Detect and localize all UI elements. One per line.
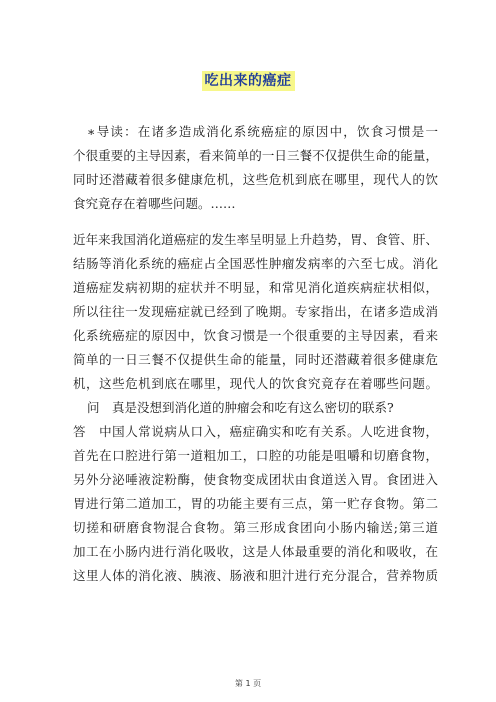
body-line: 胃进行第二道加工，胃的功能主要有三点，第一贮存食物。第二 (73, 496, 438, 511)
document-title: 吃出来的癌症 (202, 71, 295, 91)
question-line: 问 真是没想到消化道的肿瘤会和吃有这么密切的联系? (87, 400, 394, 415)
page-number: 第 1 页 (234, 679, 262, 688)
intro-line: ∗导读：在诸多造成消化系统癌症的原因中，饮食习惯是一 (87, 124, 438, 139)
body-line: 另外分泌唾液淀粉酶，使食物变成团状由食道送入胃。食团进入 (73, 472, 438, 487)
body-line: 加工在小肠内进行消化吸收，这是人体最重要的消化和吸收，在 (73, 544, 438, 559)
body-line: 近年来我国消化道癌症的发生率呈明显上升趋势，胃、食管、肝、 (73, 232, 438, 247)
body-line: 道癌症发病初期的症状并不明显，和常见消化道疾病症状相似， (73, 280, 438, 295)
body-line: 机，这些危机到底在哪里，现代人的饮食究竟存在着哪些问题。 (73, 376, 438, 391)
title-wrap (0, 70, 496, 91)
body-line: 这里人体的消化液、胰液、肠液和胆汁进行充分混合，营养物质 (73, 568, 438, 583)
answer-line: 答 中国人常说病从口入，癌症确实和吃有关系。人吃进食物， (73, 424, 438, 439)
intro-line: 同时还潜藏着很多健康危机，这些危机到底在哪里，现代人的饮 (73, 172, 438, 187)
body-paragraph (73, 228, 438, 588)
body-line: 首先在口腔进行第一道粗加工，口腔的功能是咀嚼和切磨食物， (73, 448, 438, 463)
body-line: 切搓和研磨食物混合食物。第三形成食团向小肠内输送;第三道 (73, 520, 438, 535)
body-line: 化系统癌症的原因中，饮食习惯是一个很重要的主导因素，看来 (73, 328, 438, 343)
body-line: 结肠等消化系统的癌症占全国恶性肿瘤发病率的六至七成。消化 (73, 256, 438, 271)
intro-paragraph (73, 120, 438, 216)
body-line: 简单的一日三餐不仅提供生命的能量，同时还潜藏着很多健康危 (73, 352, 438, 367)
intro-line: 食究竟存在着哪些问题。…… (73, 196, 236, 211)
intro-line: 个很重要的主导因素，看来简单的一日三餐不仅提供生命的能量， (73, 148, 438, 163)
body-line: 所以往往一发现癌症就已经到了晚期。专家指出，在诸多造成消 (73, 304, 438, 319)
